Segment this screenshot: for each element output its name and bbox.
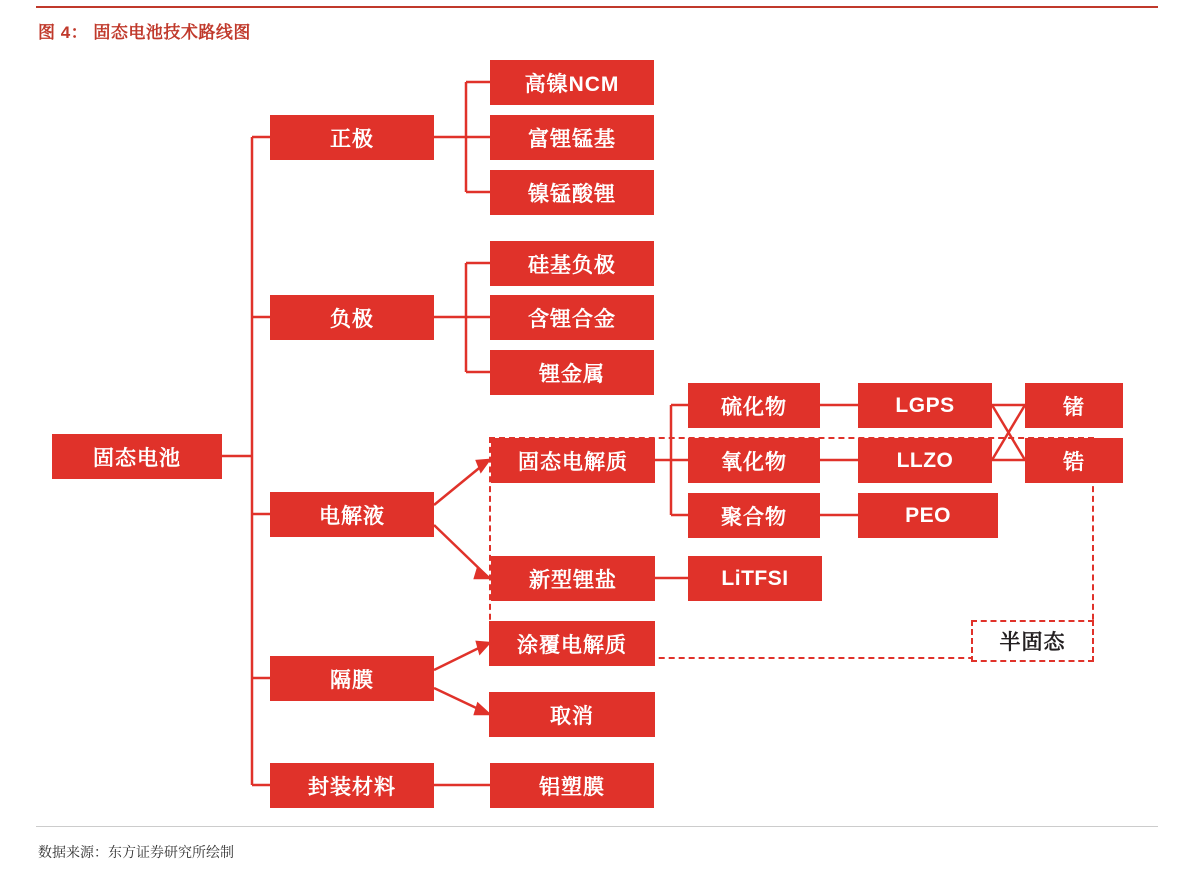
- node-semi-solid[interactable]: 半固态: [971, 620, 1094, 662]
- node-separator[interactable]: 隔膜: [270, 656, 434, 701]
- node-litfsi[interactable]: LiTFSI: [688, 556, 822, 601]
- node-cathode-child-2[interactable]: 富锂锰基: [490, 115, 654, 160]
- source-note: 数据来源：东方证券研究所绘制: [38, 844, 234, 860]
- node-element-zirconium[interactable]: 锆: [1025, 438, 1123, 483]
- node-cathode-child-1[interactable]: 高镍NCM: [490, 60, 654, 105]
- node-cathode-child-3[interactable]: 镍锰酸锂: [490, 170, 654, 215]
- node-separator-child-1[interactable]: 涂覆电解质: [489, 621, 655, 666]
- node-solid-electrolyte[interactable]: 固态电解质: [491, 438, 655, 483]
- node-anode-child-2[interactable]: 含锂合金: [490, 295, 654, 340]
- node-element-germanium[interactable]: 锗: [1025, 383, 1123, 428]
- node-electrolyte[interactable]: 电解液: [270, 492, 434, 537]
- node-packaging-child[interactable]: 铝塑膜: [490, 763, 654, 808]
- node-anode-child-3[interactable]: 锂金属: [490, 350, 654, 395]
- node-anode[interactable]: 负极: [270, 295, 434, 340]
- node-peo[interactable]: PEO: [858, 493, 998, 538]
- bottom-rule: [36, 826, 1158, 827]
- node-new-lithium-salt[interactable]: 新型锂盐: [491, 556, 655, 601]
- figure-title: 图 4： 固态电池技术路线图: [38, 23, 251, 42]
- node-cathode[interactable]: 正极: [270, 115, 434, 160]
- node-llzo[interactable]: LLZO: [858, 438, 992, 483]
- node-separator-child-2[interactable]: 取消: [489, 692, 655, 737]
- node-packaging[interactable]: 封装材料: [270, 763, 434, 808]
- node-solid-child-3[interactable]: 聚合物: [688, 493, 820, 538]
- node-root[interactable]: 固态电池: [52, 434, 222, 479]
- node-solid-child-2[interactable]: 氧化物: [688, 438, 820, 483]
- node-lgps[interactable]: LGPS: [858, 383, 992, 428]
- node-anode-child-1[interactable]: 硅基负极: [490, 241, 654, 286]
- node-solid-child-1[interactable]: 硫化物: [688, 383, 820, 428]
